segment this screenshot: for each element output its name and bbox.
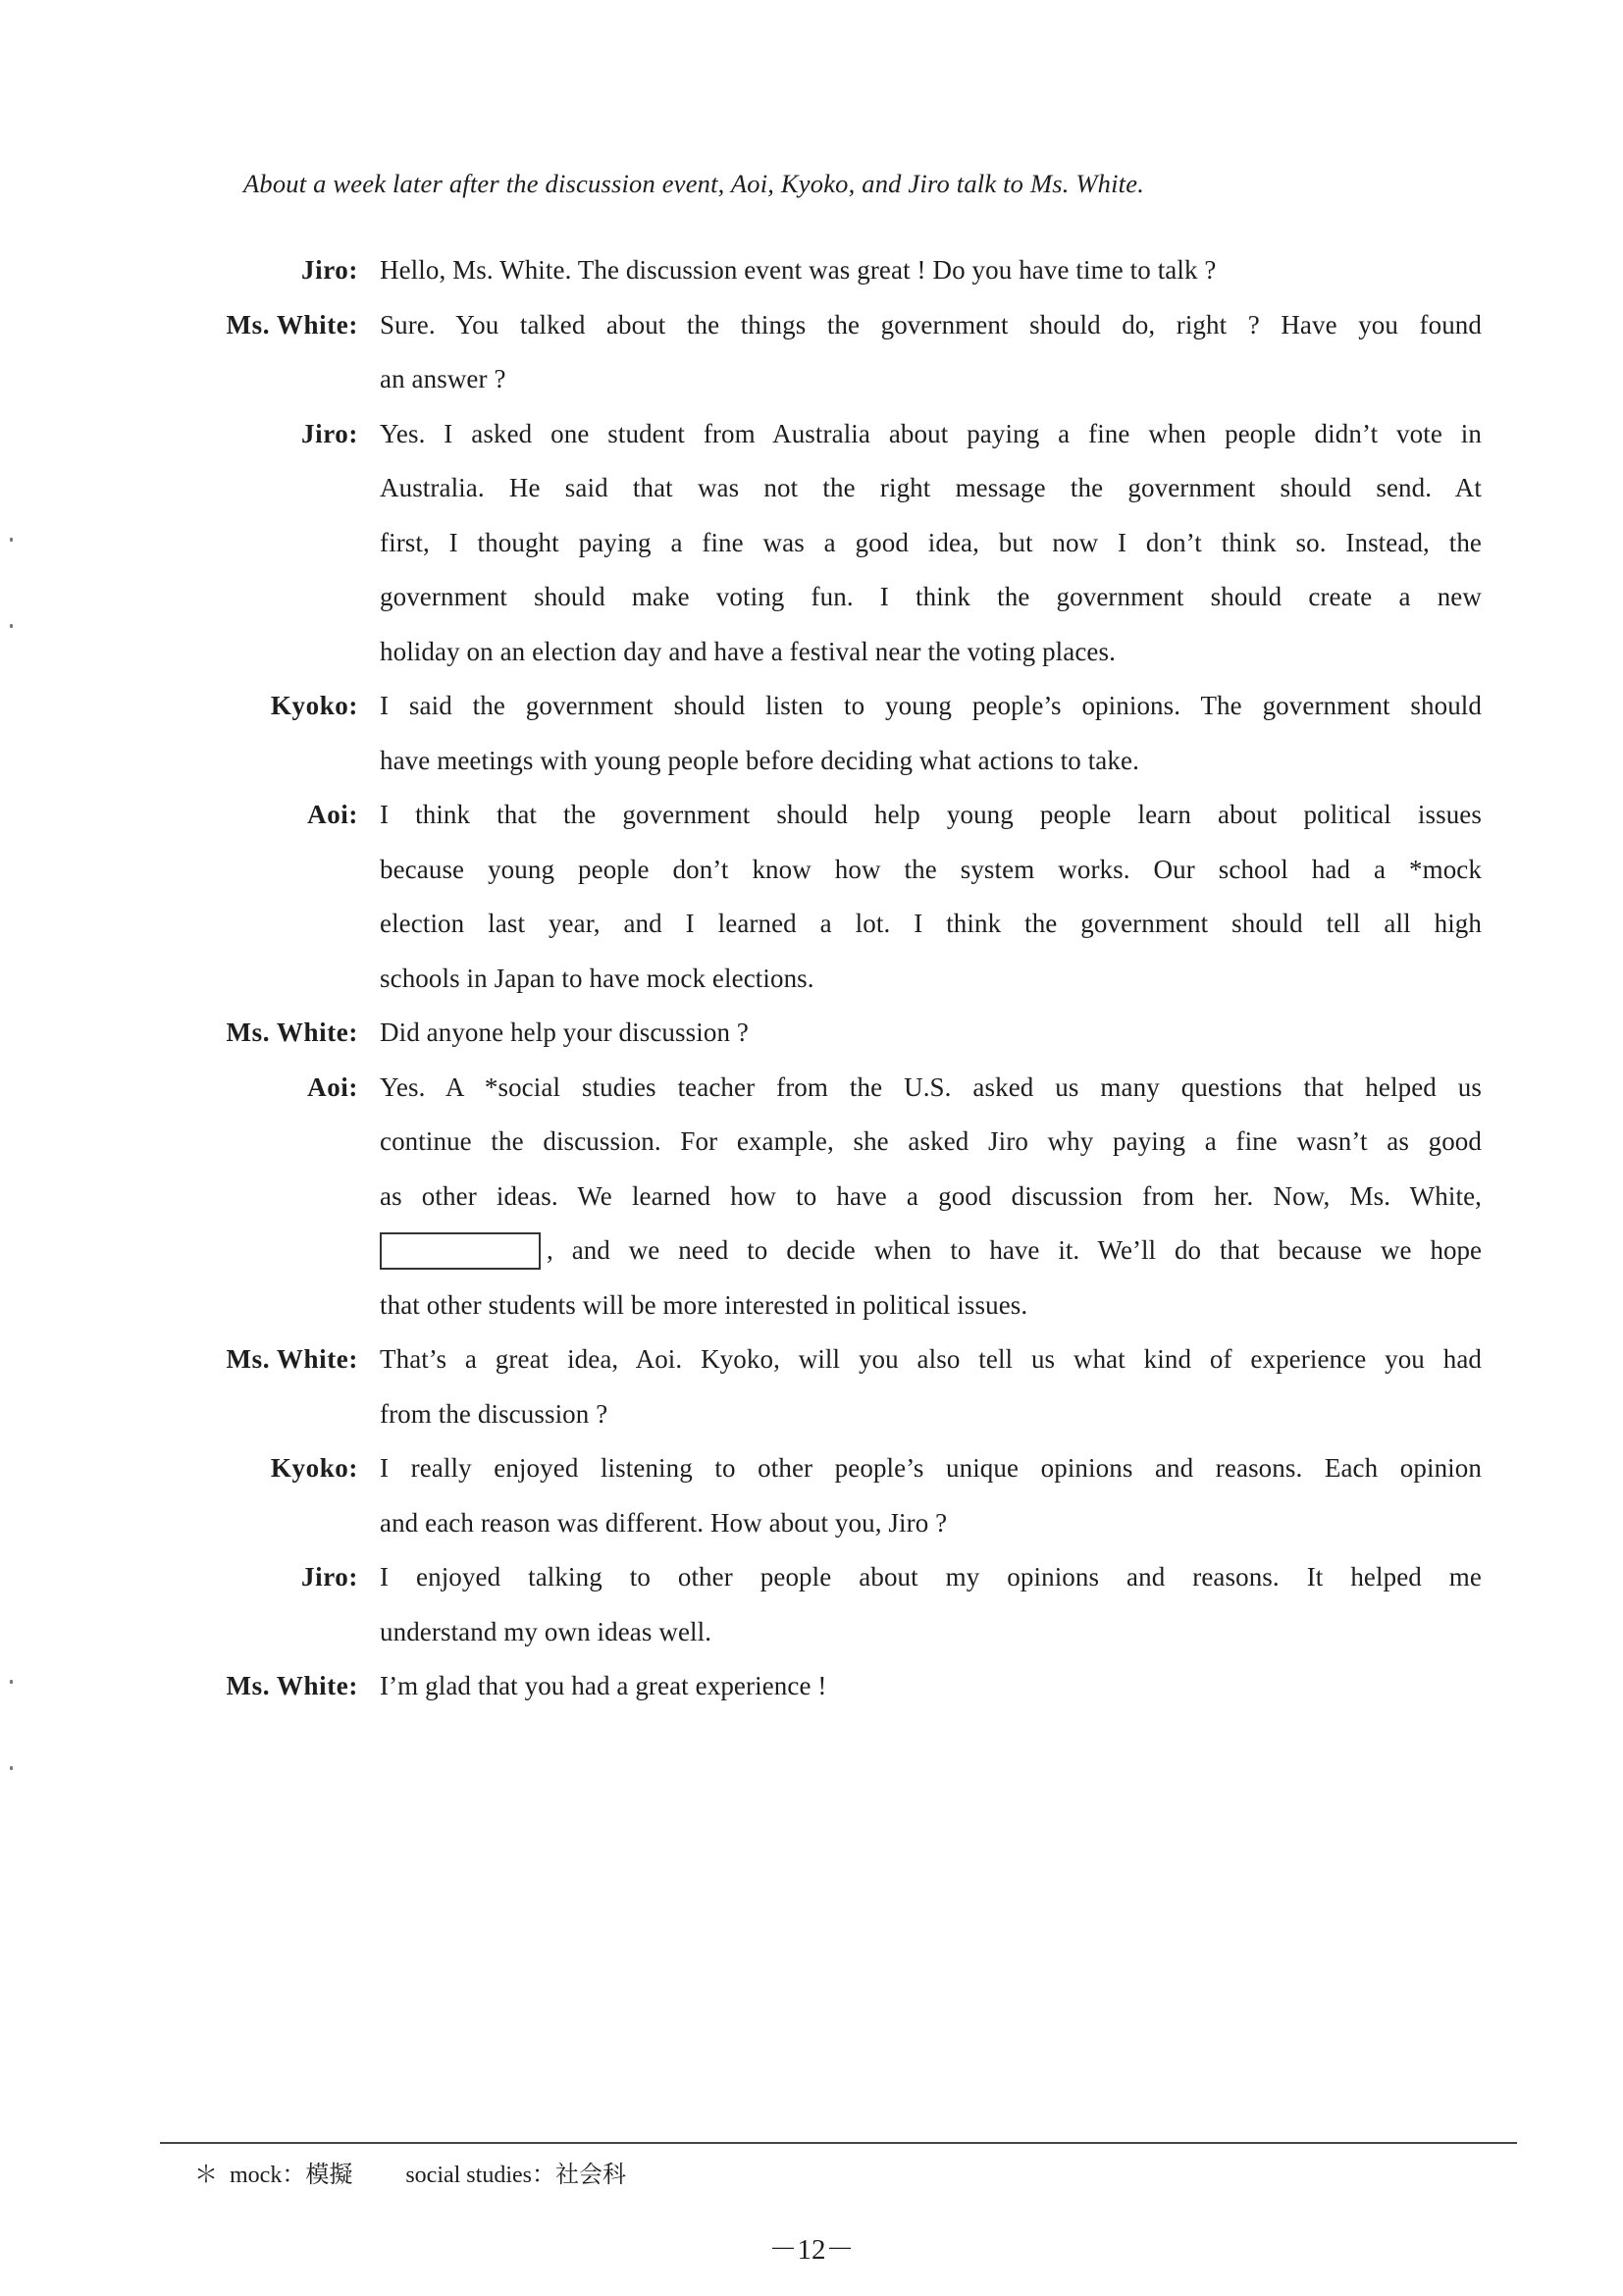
dialogue-line: I really enjoyed listening to other people’s unique opinions and reasons. Each opinion [380, 1453, 1482, 1483]
footnote-divider [160, 2142, 1517, 2144]
footnote-item: social studies：社会科 [405, 2163, 626, 2188]
speaker-label: Kyoko: [270, 1453, 358, 1483]
dialogue-line: first, I thought paying a fine was a good idea, but now I don’t think so. Instead, the [380, 527, 1482, 557]
dialogue-line: from the discussion ? [380, 1398, 608, 1429]
dialogue-line: as other ideas. We learned how to have a good discussion from her. Now, Ms. White, [380, 1180, 1482, 1211]
dialogue-line: Yes. A *social studies teacher from the U.S. asked us many questions that helped us [380, 1071, 1482, 1102]
dialogue-turn-jiro [147, 1550, 1482, 1659]
dialogue-line: Did anyone help your discussion ? [380, 1018, 749, 1047]
speaker-label: Ms. White: [226, 1344, 358, 1374]
dialogue [147, 243, 1482, 1714]
dialogue-turn-kyoko [147, 679, 1482, 788]
scan-speck [10, 624, 13, 628]
dialogue-turn-ms-white [147, 1332, 1482, 1441]
speaker-label: Ms. White: [226, 1018, 358, 1047]
dialogue-line: election last year, and I learned a lot. I think the government should tell all high [380, 909, 1482, 938]
footnote-mark: ＊ [194, 2163, 218, 2188]
speaker-label: Aoi: [307, 800, 358, 829]
speaker-label: Kyoko: [270, 691, 358, 720]
scan-speck [10, 1766, 13, 1770]
speaker-label: Ms. White: [226, 1671, 358, 1700]
dialogue-line: government should make voting fun. I think the government should create a new [380, 582, 1482, 611]
scan-speck [10, 1680, 13, 1684]
dialogue-line: schools in Japan to have mock elections. [380, 963, 814, 993]
dialogue-line: holiday on an election day and have a festival near the voting places. [380, 636, 1116, 666]
answer-blank-box[interactable] [380, 1232, 541, 1270]
dialogue-turn-ms-white [147, 1006, 1482, 1061]
dialogue-turn-ms-white [147, 1659, 1482, 1714]
dialogue-turn-kyoko [147, 1441, 1482, 1550]
blank-line [380, 1224, 1482, 1278]
dialogue-line: , and we need to decide when to have it. We’ll do that because we hope [547, 1235, 1482, 1265]
dialogue-line: Sure. You talked about the things the government should do, right ? Have you found [380, 309, 1482, 339]
dialogue-turn-aoi [147, 788, 1482, 1006]
dialogue-turn-jiro [147, 407, 1482, 680]
dialogue-line: have meetings with young people before deciding what actions to take. [380, 745, 1139, 775]
dialogue-line: Australia. He said that was not the right message the government should send. At [380, 473, 1482, 502]
speaker-label: Jiro: [301, 418, 358, 448]
dialogue-line: and each reason was different. How about you, Jiro ? [380, 1507, 948, 1538]
dialogue-line: I’m glad that you had a great experience ! [380, 1671, 827, 1700]
speaker-label: Aoi: [307, 1071, 358, 1102]
page-number: －12－ [768, 2234, 855, 2266]
dialogue-line: because young people don’t know how the system works. Our school had a *mock [380, 854, 1482, 884]
speaker-label: Jiro: [301, 255, 358, 285]
dialogue-line: I think that the government should help young people learn about political issues [380, 800, 1482, 829]
dialogue-line: an answer ? [380, 364, 506, 393]
dialogue-line: continue the discussion. For example, she asked Jiro why paying a fine wasn’t as good [380, 1126, 1482, 1156]
footnotes [194, 2155, 679, 2189]
dialogue-line: Hello, Ms. White. The discussion event was great ! Do you have time to talk ? [380, 255, 1217, 285]
dialogue-turn-aoi [147, 1061, 1482, 1333]
intro-text: About a week later after the discussion event, Aoi, Kyoko, and Jiro talk to Ms. White. [243, 169, 1145, 198]
dialogue-line: I said the government should listen to young people’s opinions. The government should [380, 691, 1482, 720]
speaker-label: Ms. White: [226, 309, 358, 339]
speaker-label: Jiro: [301, 1562, 358, 1592]
dialogue-line: Yes. I asked one student from Australia about paying a fine when people didn’t vote in [380, 418, 1482, 448]
dialogue-line: I enjoyed talking to other people about my opinions and reasons. It helped me [380, 1562, 1482, 1592]
dialogue-line: That’s a great idea, Aoi. Kyoko, will you also tell us what kind of experience you had [380, 1344, 1482, 1374]
dialogue-line: that other students will be more interested in political issues. [380, 1289, 1028, 1320]
dialogue-line: understand my own ideas well. [380, 1616, 712, 1646]
dialogue-turn-ms-white [147, 298, 1482, 407]
footnote-item: mock：模擬 [230, 2163, 353, 2188]
dialogue-turn-jiro [147, 243, 1482, 298]
scan-speck [10, 538, 13, 542]
